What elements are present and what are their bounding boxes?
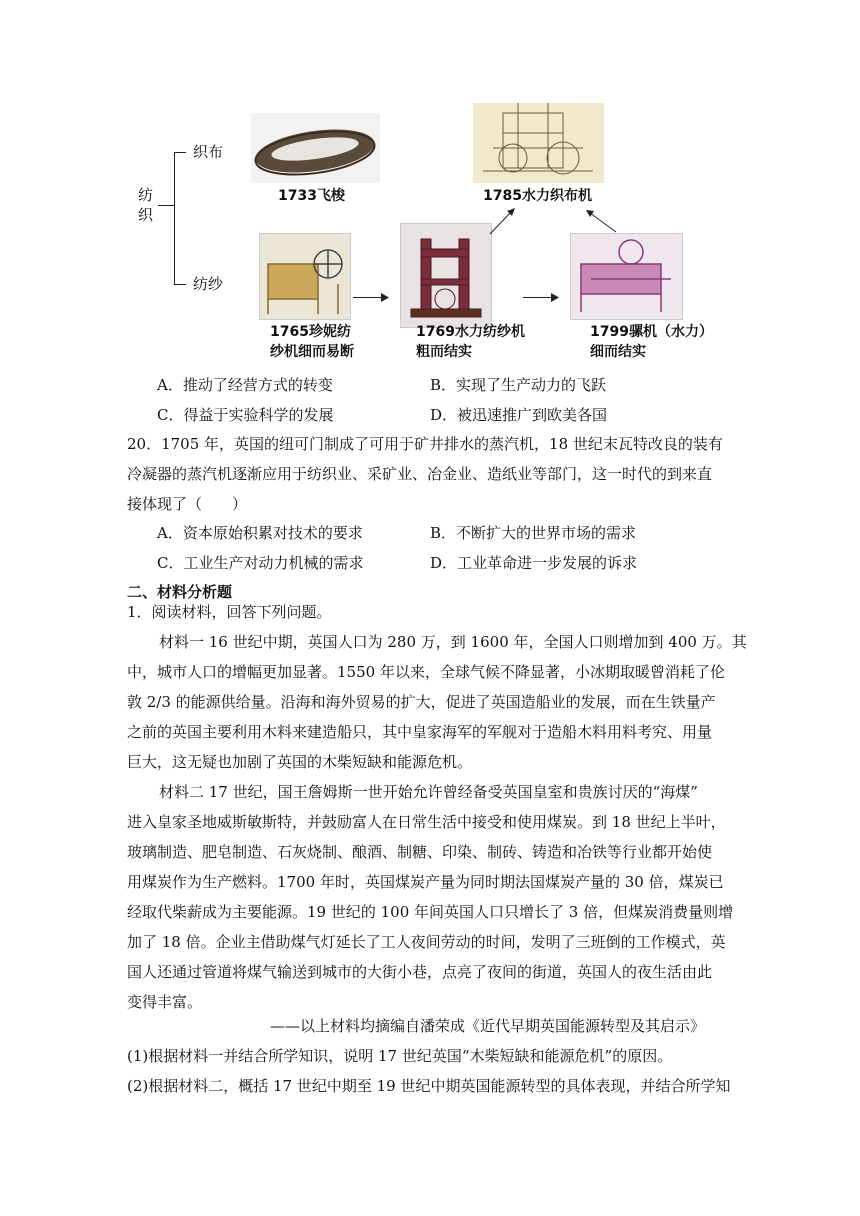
bracket-top-arm: [174, 152, 186, 153]
material-two-line: 经取代柴薪成为主要能源。19 世纪的 100 年间英国人口只增长了 3 倍，但煤炭消费量则增: [127, 903, 734, 921]
arrowhead-icon: [551, 293, 559, 302]
material-one-line: 敦 2/3 的能源供给量。沿海和海外贸易的扩大，促进了英国造船业的发展，而在生铁量产: [127, 693, 716, 711]
caption-jenny-line1: 1765珍妮纺: [270, 324, 351, 340]
material-two-line: 用煤炭作为生产燃料。1700 年时，英国煤炭产量为同时期法国煤炭产量的 30 倍，煤炭已: [127, 873, 724, 891]
caption-flying-shuttle: 1733飞梭: [278, 188, 345, 204]
root-label-top: 纺: [138, 186, 154, 204]
branch-weave-label: 织布: [193, 143, 224, 161]
q20-option-b: B．不断扩大的世界市场的需求: [430, 524, 637, 542]
material-one-line: 材料一 16 世纪中期，英国人口为 280 万，到 1600 年，全国人口则增加到 400 万。其: [159, 633, 747, 651]
material-one-line: 巨大，这无疑也加剧了英国的木柴短缺和能源危机。: [127, 753, 473, 771]
arrow-waterframe-to-mule: [523, 297, 553, 298]
arrow-jenny-to-waterframe: [353, 297, 383, 298]
arrowhead-icon: [381, 293, 389, 302]
q20-stem-line3: 接体现了（ ）: [127, 495, 248, 513]
sub-question-1: (1)根据材料一并结合所学知识，说明 17 世纪英国“木柴短缺和能源危机”的原因。: [127, 1047, 673, 1065]
material-two-line: 玻璃制造、肥皂制造、石灰烧制、酿酒、制糖、印染、制砖、铸造和冶铁等行业都开始使: [127, 843, 713, 861]
q20-option-a: A．资本原始积累对技术的要求: [157, 524, 363, 542]
sub-question-2: (2)根据材料二，概括 17 世纪中期至 19 世纪中期英国能源转型的具体表现，并结合所学知: [127, 1077, 731, 1095]
bracket-horizontal-root: [158, 205, 174, 206]
question-1-intro: 1．阅读材料，回答下列问题。: [127, 603, 332, 621]
caption-waterframe-line1: 1769水力纺纱机: [416, 324, 525, 340]
material-two-line: 加了 18 倍。企业主借助煤气灯延长了工人夜间劳动的时间，发明了三班倒的工作模式，英: [127, 933, 726, 951]
material-one: [127, 627, 747, 777]
q20-option-d: D．工业革命进一步发展的诉求: [430, 554, 638, 572]
q20-stem-line1: 20．1705 年，英国的纽可门制成了可用于矿井排水的蒸汽机，18 世纪末瓦特改良的装有: [127, 435, 723, 453]
material-two-line: 变得丰富。: [127, 993, 203, 1011]
source-citation: ——以上材料均摘编自潘荣成《近代早期英国能源转型及其启示》: [270, 1017, 706, 1035]
material-two-line: 材料二 17 世纪，国王詹姆斯一世开始允许曾经备受英国皇室和贵族讨厌的“海煤”: [159, 783, 698, 801]
material-two: [127, 777, 737, 1017]
q20-option-c: C．工业生产对动力机械的需求: [157, 554, 364, 572]
q19-option-a: A．推动了经营方式的转变: [157, 376, 333, 394]
power-loom-image: [473, 103, 604, 183]
material-two-line: 国人还通过管道将煤气输送到城市的大街小巷，点亮了夜间的街道，英国人的夜生活由此: [127, 963, 713, 981]
caption-power-loom: 1785水力织布机: [483, 188, 592, 204]
section-title: 二、材料分析题: [127, 583, 233, 601]
caption-jenny-line2: 纱机细而易断: [270, 344, 354, 360]
arrow-mule-to-loom: [584, 208, 618, 234]
bracket-bottom-arm: [174, 284, 186, 285]
spinning-jenny-image: [259, 233, 351, 320]
material-one-line: 中，城市人口的增幅更加显著。1550 年以来，全球气候不降显著，小冰期取暖曾消耗了伦: [127, 663, 725, 681]
water-frame-image: [400, 223, 492, 328]
root-label-bottom: 织: [138, 206, 154, 224]
caption-waterframe-line2: 粗而结实: [416, 344, 472, 360]
caption-mule-line2: 细而结实: [590, 344, 646, 360]
material-one-line: 之前的英国主要利用木料来建造船只，其中皇家海军的军舰对于造船木料用料考究、用量: [127, 723, 713, 741]
mule-image: [570, 233, 683, 320]
q19-option-d: D．被迅速推广到欧美各国: [430, 406, 608, 424]
flying-shuttle-image: [251, 113, 380, 183]
q19-option-b: B．实现了生产动力的飞跃: [430, 376, 607, 394]
q20-stem-line2: 冷凝器的蒸汽机逐渐应用于纺织业、采矿业、冶金业、造纸业等部门，这一时代的到来直: [127, 465, 713, 483]
material-two-line: 进入皇家圣地威斯敏斯特，并鼓励富人在日常生活中接受和使用煤炭。到 18 世纪上半叶，: [127, 813, 726, 831]
bracket-vertical: [174, 152, 175, 284]
caption-mule-line1: 1799骡机（水力）: [590, 324, 713, 340]
branch-spin-label: 纺纱: [193, 275, 224, 293]
q19-option-c: C．得益于实验科学的发展: [157, 406, 334, 424]
arrow-waterframe-to-loom: [488, 206, 518, 236]
